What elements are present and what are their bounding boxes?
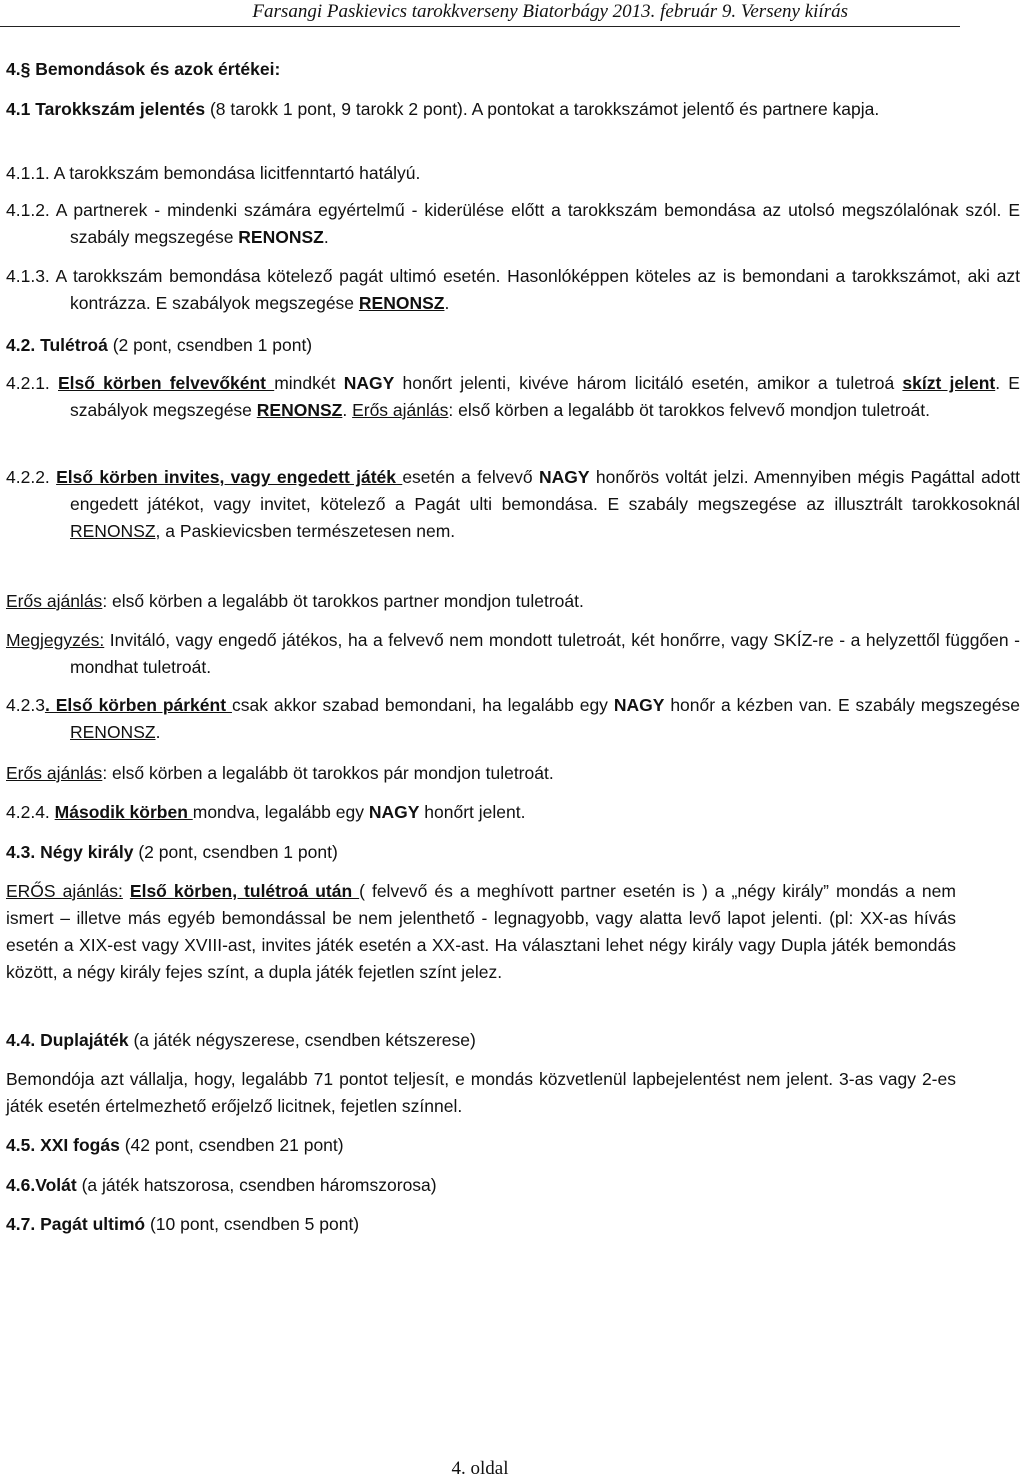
section-4-5: 4.5. XXI fogás (42 pont, csendben 21 pont)	[6, 1135, 344, 1155]
section-4-2-1: 4.2.1. Első körben felvevőként mindkét NAGY honőrt jelenti, kivéve három licitáló esetén, amikor a tuletroá skízt jelent. E szabályok megszegése RENONSZ. Erős ajánlás: első körben a legalább öt tarokkos felvevő mondjon tuletroát.	[6, 373, 1020, 420]
section-4-2-4: 4.2.4. Második körben mondva, legalább egy NAGY honőrt jelent.	[6, 802, 526, 822]
section-4-2-2: 4.2.2. Első körben invites, vagy engedett játék esetén a felvevő NAGY honőrös voltát jelzi. Amennyiben mégis Pagáttal adott engedett játékot, vagy invitet, kötelező a Pagát ulti bemondása. E szabály megszegése az illusztrált tarokkosoknál RENONSZ, a Paskievicsben természetesen nem.	[6, 467, 1020, 541]
section-4-7: 4.7. Pagát ultimó (10 pont, csendben 5 pont)	[6, 1214, 360, 1234]
section-4-2: 4.2. Tulétroá (2 pont, csendben 1 pont)	[6, 335, 313, 355]
section-4-3: 4.3. Négy király (2 pont, csendben 1 pont)	[6, 842, 338, 862]
section-4-4: 4.4. Duplajáték (a játék négyszerese, csendben kétszerese)	[6, 1030, 476, 1050]
section-4-6: 4.6.Volát (a játék hatszorosa, csendben háromszorosa)	[6, 1175, 437, 1195]
strong-recommendation-3: ERŐS ajánlás: Első körben, tulétroá után ( felvevő és a meghívott partner esetén is ) a „négy király” mondás a nem ismert – illetve más egyéb bemondással be nem jelenthető - legnagyobb, vagy alatta levő lapot jelenti. (pl: XX-as hívás esetén a XIX-est vagy XVIII-ast, invites játék esetén a XX-ast. Ha választani lehet négy király vagy Dupla játék bemondás között, a négy király fejes színt, a dupla játék fejetlen színt jelez.	[6, 881, 956, 982]
note: Megjegyzés: Invitáló, vagy engedő játékos, ha a felvevő nem mondott tuletroát, két honőrre, vagy SKÍZ-re - a helyzettől függően - mondhat tuletroát.	[6, 630, 1020, 677]
section-4-1-3: 4.1.3. A tarokkszám bemondása kötelező pagát ultimó esetén. Hasonlóképpen köteles az is bemondani a tarokkszámot, aki azt kontrázza. E szabályok megszegése RENONSZ.	[6, 266, 1020, 313]
section-4-2-3: 4.2.3. Első körben párként csak akkor szabad bemondani, ha legalább egy NAGY honőr a kézben van. E szabály megszegése RENONSZ.	[6, 695, 1020, 742]
page-footer	[0, 1458, 960, 1480]
section-4-heading: 4.§ Bemondások és azok értékei:	[6, 59, 281, 79]
section-4-1-2: 4.1.2. A partnerek - mindenki számára egyértelmű - kiderülése előtt a tarokkszám bemondása az utolsó megszólalónak szól. E szabály megszegése RENONSZ.	[6, 200, 1020, 247]
header-title: Farsangi Paskievics tarokkverseny Biatorbágy 2013. február 9. Verseny kiírás	[252, 1, 848, 22]
strong-recommendation-2: Erős ajánlás: első körben a legalább öt tarokkos pár mondjon tuletroát.	[6, 763, 554, 783]
double-game-text: Bemondója azt vállalja, hogy, legalább 71 pontot teljesít, e mondás közvetlenül lapbejelentést nem jelent. 3-as vagy 2-es játék esetén értelmezhető erőjelző licitnek, fejetlen színnel.	[6, 1069, 956, 1116]
section-4-1: 4.1 Tarokkszám jelentés (8 tarokk 1 pont, 9 tarokk 2 pont). A pontokat a tarokkszámot jelentő és partnere kapja.	[6, 99, 880, 119]
page-number: 4. oldal	[451, 1458, 509, 1479]
section-4-1-1: 4.1.1. A tarokkszám bemondása licitfenntartó hatályú.	[6, 163, 421, 183]
page-header	[0, 0, 960, 27]
strong-recommendation-1: Erős ajánlás: első körben a legalább öt tarokkos partner mondjon tuletroát.	[6, 591, 584, 611]
